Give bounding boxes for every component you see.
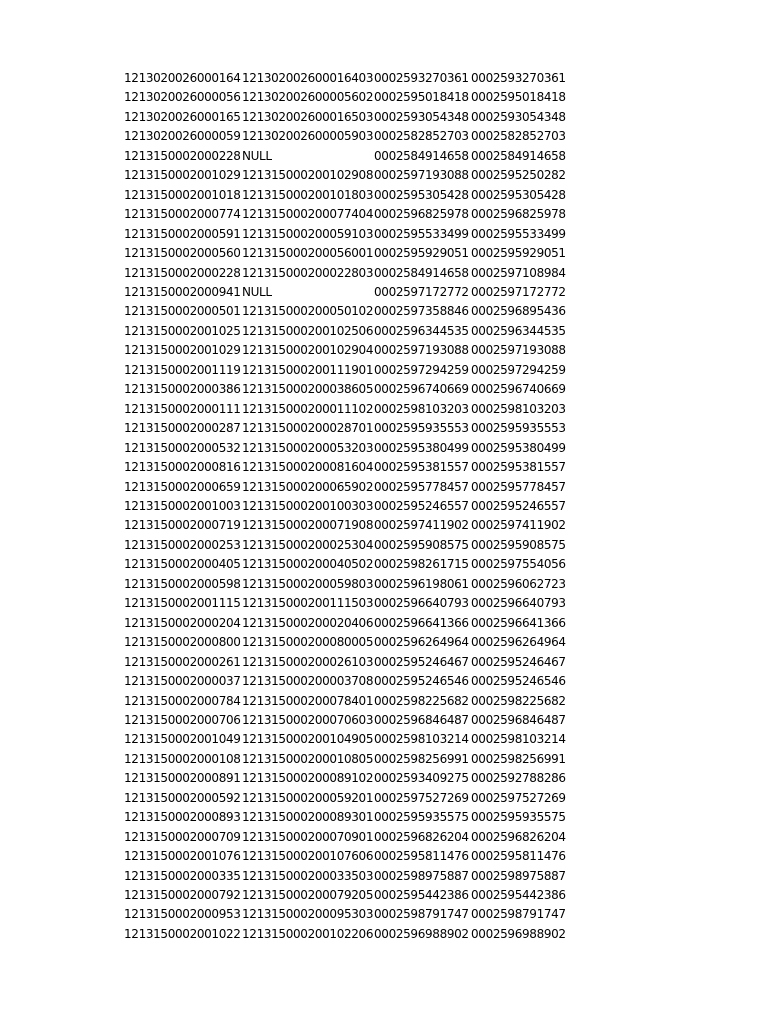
table-cell: 0002596740669 [471,382,566,397]
table-cell: 0002595018418 [374,90,469,105]
table-cell: 0002595929051 [471,246,566,261]
table-row [124,497,571,516]
table-cell: 0002596740669 [374,382,469,397]
table-cell: 0002595246467 [471,654,566,669]
table-cell: 0002597193088 [471,343,566,358]
table-cell: 0002595811476 [374,849,469,864]
table-cell: 0002595778457 [374,479,469,494]
table-cell: 1213150002001029 [124,343,241,358]
table-cell: 0002598103214 [374,732,469,747]
table-cell: 121315000200056001 [242,246,374,261]
table-cell: 1213020026000164 [124,71,241,85]
table-cell: 1213150002000037 [124,674,241,689]
table-cell: 121315000200104905 [242,732,374,747]
table-cell: NULL [242,148,272,163]
table-cell: 1213150002001003 [124,498,241,513]
table-row [124,283,571,302]
table-row [124,341,571,360]
table-cell: 0002596640793 [471,596,566,611]
table-cell: 121315000200089102 [242,771,374,786]
table-row [124,458,571,477]
table-row [124,69,571,88]
table-row [124,127,571,146]
table-row [124,594,571,613]
table-cell: 0002596344535 [374,323,469,338]
table-cell: 0002596825978 [471,207,566,222]
table-cell: 1213020026000059 [124,129,241,144]
table-cell: 0002593270361 [471,71,566,85]
data-sheet [124,69,744,944]
table-cell: 121315000200040502 [242,557,374,572]
table-cell: 0002596988902 [471,926,566,941]
table-cell: 1213150002000784 [124,693,241,708]
table-cell: 0002595908575 [374,537,469,552]
table-cell: 0002597554056 [471,557,566,572]
table-cell: 0002595246546 [374,674,469,689]
table-cell: 0002598975887 [471,868,566,883]
table-cell: 0002595305428 [471,187,566,202]
table-cell: 0002584914658 [374,148,469,163]
table-cell: 0002595442386 [471,888,566,903]
table-cell: 1213020026000056 [124,90,241,105]
table-cell: 0002596641366 [471,615,566,630]
table-cell: 0002595935553 [471,421,566,436]
table-cell: 0002596826204 [374,829,469,844]
table-cell: 0002595935553 [374,421,469,436]
table-cell: 0002597527269 [374,790,469,805]
table-row [124,847,571,866]
table-cell: 1213150002000405 [124,557,241,572]
table-row [124,925,571,944]
table-cell: 0002595250282 [471,168,566,183]
table-row [124,419,571,438]
table-cell: 0002596264964 [374,635,469,650]
table-cell: 0002596826204 [471,829,566,844]
table-cell: 1213150002000228 [124,148,241,163]
table-cell: 0002597294259 [471,362,566,377]
table-cell: 121315000200070901 [242,829,374,844]
table-cell: 1213150002001049 [124,732,241,747]
table-cell: 0002598103203 [471,401,566,416]
table-row [124,439,571,458]
table-cell: 0002596640793 [374,596,469,611]
table-cell: 121302002600016503 [242,109,374,124]
table-cell: 121315000200059803 [242,576,374,591]
table-cell: 0002597294259 [374,362,469,377]
table-cell: 1213150002000560 [124,246,241,261]
table-cell: 121315000200065902 [242,479,374,494]
table-cell: 0002593054348 [374,109,469,124]
table-row [124,692,571,711]
table-cell: 0002598256991 [374,751,469,766]
table-cell: 0002595935575 [374,810,469,825]
table-cell: 0002598791747 [374,907,469,922]
table-cell: 0002597193088 [374,168,469,183]
table-cell: 0002598975887 [374,868,469,883]
table-cell: 0002595305428 [374,187,469,202]
table-cell: 0002596641366 [374,615,469,630]
table-row [124,653,571,672]
table-cell: 1213150002001076 [124,849,241,864]
table-row [124,361,571,380]
table-cell: 1213150002000228 [124,265,241,280]
table-cell: 0002595778457 [471,479,566,494]
table-cell: 0002595381557 [374,460,469,475]
table-cell: 1213150002000111 [124,401,241,416]
table-cell: 1213150002000659 [124,479,241,494]
table-cell: 0002595380499 [374,440,469,455]
table-cell: 1213150002000706 [124,712,241,727]
table-row [124,750,571,769]
table-cell: 1213150002000108 [124,751,241,766]
table-cell: 1213150002000253 [124,537,241,552]
table-cell: 0002595929051 [374,246,469,261]
table-cell: 0002597172772 [471,284,566,299]
table-row [124,672,571,691]
table-row [124,808,571,827]
table-cell: 0002595811476 [471,849,566,864]
table-cell: 121302002600005903 [242,129,374,144]
table-row [124,828,571,847]
data-table [124,69,571,944]
table-cell: 1213020026000165 [124,109,241,124]
table-cell: 121315000200081604 [242,460,374,475]
table-cell: 121315000200111901 [242,362,374,377]
table-cell: 121315000200028701 [242,421,374,436]
table-cell: 0002597193088 [374,343,469,358]
table-cell: 0002582852703 [471,129,566,144]
table-row [124,905,571,924]
table-cell: 0002596062723 [471,576,566,591]
table-row [124,186,571,205]
table-cell: 1213150002000816 [124,460,241,475]
table-cell: 121315000200078401 [242,693,374,708]
table-cell: 0002595935575 [471,810,566,825]
table-cell: 121315000200003708 [242,674,374,689]
table-cell: 0002593054348 [471,109,566,124]
table-row [124,147,571,166]
table-cell: 121315000200080005 [242,635,374,650]
table-cell: 1213150002000386 [124,382,241,397]
table-cell: 0002593270361 [374,71,469,85]
table-row [124,711,571,730]
table-row [124,769,571,788]
table-cell: 0002598225682 [471,693,566,708]
table-cell: 1213150002000719 [124,518,241,533]
table-cell: 1213150002000893 [124,810,241,825]
table-cell: 0002596895436 [471,304,566,319]
table-cell: 121315000200059103 [242,226,374,241]
table-cell: 121315000200033503 [242,868,374,883]
table-cell: 0002595246557 [471,498,566,513]
table-cell: 1213150002000774 [124,207,241,222]
table-cell: 0002595246557 [374,498,469,513]
table-cell: 0002596198061 [374,576,469,591]
table-cell: 0002596264964 [471,635,566,650]
table-cell: 1213150002001115 [124,596,241,611]
table-cell: 0002597411902 [471,518,566,533]
table-cell: 121315000200102506 [242,323,374,338]
table-row [124,886,571,905]
table-cell: 121315000200070603 [242,712,374,727]
table-cell: 121315000200101803 [242,187,374,202]
table-cell: 0002595908575 [471,537,566,552]
table-cell: 1213150002001022 [124,926,241,941]
table-row [124,789,571,808]
table-cell: 0002596825978 [374,207,469,222]
table-row [124,536,571,555]
table-cell: 1213150002000261 [124,654,241,669]
table-cell: 0002596846487 [471,712,566,727]
table-cell: 121315000200111503 [242,596,374,611]
table-cell: 121315000200102206 [242,926,374,941]
table-cell: 1213150002000592 [124,790,241,805]
table-row [124,400,571,419]
table-cell: 121315000200038605 [242,382,374,397]
table-cell: 0002596344535 [471,323,566,338]
table-cell: 0002595533499 [374,226,469,241]
table-row [124,633,571,652]
table-cell: 121315000200026103 [242,654,374,669]
table-cell: 0002595442386 [374,888,469,903]
table-cell: 121315000200095303 [242,907,374,922]
table-cell: 0002598261715 [374,557,469,572]
table-cell: 0002598103214 [471,732,566,747]
table-cell: 1213150002000792 [124,888,241,903]
table-cell: 0002596988902 [374,926,469,941]
table-cell: 121315000200100303 [242,498,374,513]
table-cell: 0002598256991 [471,751,566,766]
table-cell: 0002597172772 [374,284,469,299]
table-cell: 121302002600005602 [242,90,374,105]
table-cell: 0002595246467 [374,654,469,669]
table-cell: 121315000200077404 [242,207,374,222]
table-cell: 121315000200107606 [242,849,374,864]
table-cell: 0002596846487 [374,712,469,727]
table-row [124,614,571,633]
table-cell: 1213150002000709 [124,829,241,844]
table-cell: 1213150002000800 [124,635,241,650]
table-cell: 0002595380499 [471,440,566,455]
table-cell: 0002595533499 [471,226,566,241]
table-cell: 0002595381557 [471,460,566,475]
table-cell: 121315000200102908 [242,168,374,183]
table-cell: 1213150002000287 [124,421,241,436]
table-row [124,516,571,535]
table-cell: 121302002600016403 [242,71,374,85]
table-cell: 0002597358846 [374,304,469,319]
table-cell: 1213150002000204 [124,615,241,630]
table-cell: 1213150002000591 [124,226,241,241]
table-row [124,244,571,263]
table-cell: 0002593409275 [374,771,469,786]
table-row [124,166,571,185]
table-cell: 121315000200079205 [242,888,374,903]
table-cell: 0002597527269 [471,790,566,805]
table-cell: 121315000200071908 [242,518,374,533]
table-cell: 1213150002000335 [124,868,241,883]
table-body [124,69,571,944]
table-cell: 121315000200059201 [242,790,374,805]
table-cell: 121315000200022803 [242,265,374,280]
table-cell: 121315000200025304 [242,537,374,552]
table-row [124,108,571,127]
table-row [124,555,571,574]
table-cell: 0002597108984 [471,265,566,280]
table-cell: 1213150002000941 [124,284,241,299]
table-cell: 121315000200010805 [242,751,374,766]
table-row [124,478,571,497]
table-cell: 0002592788286 [471,771,566,786]
table-cell: 1213150002000598 [124,576,241,591]
table-cell: 0002598791747 [471,907,566,922]
table-cell: 1213150002000953 [124,907,241,922]
table-row [124,225,571,244]
table-row [124,322,571,341]
table-cell: 1213150002000532 [124,440,241,455]
table-cell: NULL [242,284,272,299]
table-cell: 121315000200050102 [242,304,374,319]
table-cell: 0002595018418 [471,90,566,105]
table-row [124,264,571,283]
table-cell: 121315000200089301 [242,810,374,825]
table-cell: 121315000200102904 [242,343,374,358]
table-row [124,575,571,594]
table-cell: 121315000200020406 [242,615,374,630]
table-cell: 0002598225682 [374,693,469,708]
table-cell: 0002595246546 [471,674,566,689]
table-row [124,205,571,224]
table-cell: 121315000200053203 [242,440,374,455]
table-cell: 121315000200011102 [242,401,374,416]
table-cell: 0002584914658 [471,148,566,163]
table-cell: 1213150002001018 [124,187,241,202]
table-cell: 1213150002001025 [124,323,241,338]
table-cell: 0002598103203 [374,401,469,416]
table-cell: 1213150002001029 [124,168,241,183]
table-row [124,380,571,399]
table-cell: 1213150002001119 [124,362,241,377]
table-row [124,302,571,321]
table-row [124,730,571,749]
table-row [124,88,571,107]
table-cell: 1213150002000501 [124,304,241,319]
table-row [124,867,571,886]
table-cell: 0002582852703 [374,129,469,144]
table-cell: 0002584914658 [374,265,469,280]
table-cell: 0002597411902 [374,518,469,533]
table-cell: 1213150002000891 [124,771,241,786]
